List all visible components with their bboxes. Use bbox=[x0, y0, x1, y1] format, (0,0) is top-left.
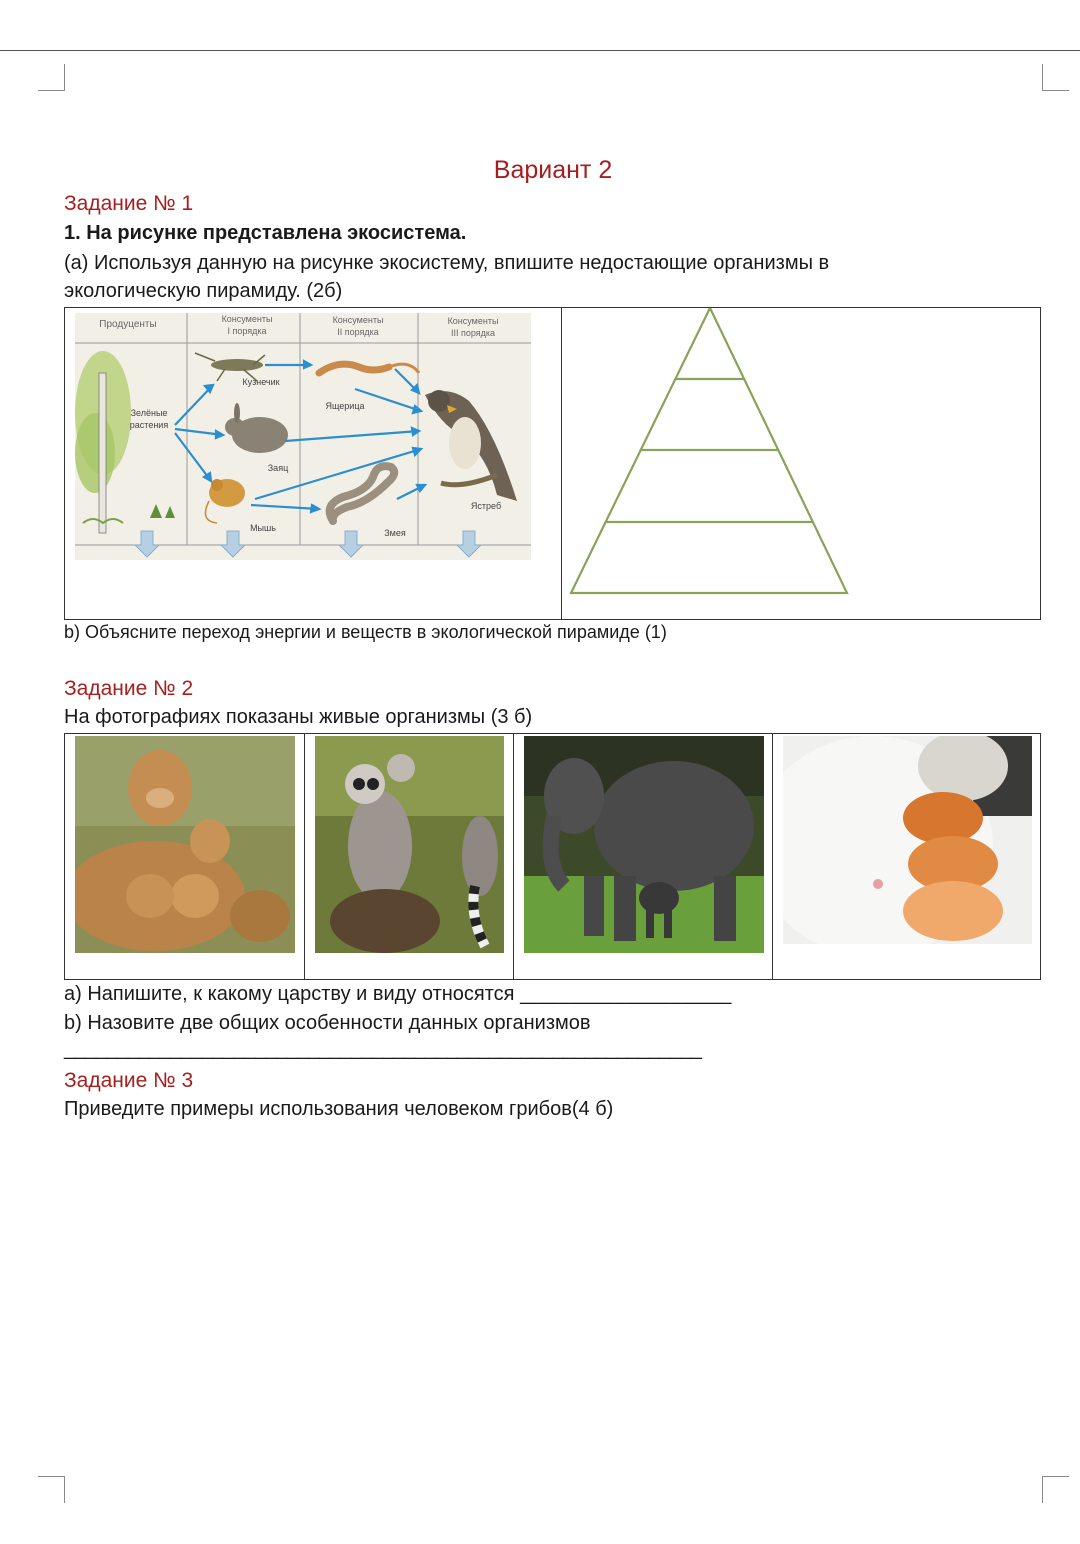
label-snake: Змея bbox=[384, 528, 406, 538]
corner-mark-bottom-left bbox=[38, 1476, 65, 1503]
cat-kittens-photo bbox=[783, 736, 1032, 944]
label-hawk: Ястреб bbox=[470, 501, 502, 511]
lions-photo bbox=[75, 736, 295, 953]
elephants-photo bbox=[524, 736, 764, 953]
table-divider bbox=[513, 734, 514, 979]
col-consumers2-line2: II порядка bbox=[337, 327, 379, 337]
corner-mark-top-left bbox=[38, 64, 65, 91]
label-mouse: Мышь bbox=[250, 523, 276, 533]
task1-table bbox=[64, 307, 1041, 620]
page-top-border bbox=[0, 50, 1080, 51]
table-divider bbox=[304, 734, 305, 979]
task1-statement: 1. На рисунке представлена экосистема. bbox=[64, 222, 467, 244]
task1-part-b: b) Объясните переход энергии и веществ в экологической пирамиде (1) bbox=[64, 622, 667, 642]
label-hare: Заяц bbox=[267, 463, 289, 473]
col-consumers2-line1: Консументы bbox=[332, 315, 384, 325]
corner-mark-top-right bbox=[1042, 64, 1069, 91]
task1-part-a-line1: (а) Используя данную на рисунке экосистему, впишите недостающие организмы в bbox=[64, 252, 830, 274]
answer-line[interactable]: ____________________________________________________________ bbox=[64, 1038, 702, 1060]
label-plants-line1: Зелёные bbox=[130, 408, 168, 418]
col-consumers3-line2: III порядка bbox=[450, 328, 496, 338]
label-grasshopper: Кузнечик bbox=[242, 377, 280, 387]
task1-heading: Задание № 1 bbox=[64, 192, 194, 215]
task3-heading: Задание № 3 bbox=[64, 1069, 194, 1092]
task2-question-a: а) Напишите, к какому царству и виду относятся ___________________ bbox=[64, 983, 732, 1005]
ecological-pyramid bbox=[565, 308, 865, 608]
task2-question-b: b) Назовите две общих особенности данных организмов bbox=[64, 1012, 591, 1034]
col-consumers3-line1: Консументы bbox=[447, 316, 499, 326]
col-producers-label: Продуценты bbox=[99, 319, 157, 330]
table-divider bbox=[561, 308, 562, 619]
lemurs-photo bbox=[315, 736, 504, 953]
ecosystem-diagram bbox=[75, 313, 531, 560]
label-plants-line2: растения bbox=[129, 420, 169, 430]
col-consumers1-line2: I порядка bbox=[227, 326, 267, 336]
variant-title: Вариант 2 bbox=[493, 156, 613, 184]
table-divider bbox=[772, 734, 773, 979]
task1-part-a-line2: экологическую пирамиду. (2б) bbox=[64, 280, 343, 302]
task2-photo-table bbox=[64, 733, 1041, 980]
task2-heading: Задание № 2 bbox=[64, 677, 194, 700]
label-lizard: Ящерица bbox=[325, 401, 365, 411]
col-consumers1-line1: Консументы bbox=[221, 314, 273, 324]
task3-statement: Приведите примеры использования человеком грибов(4 б) bbox=[64, 1098, 614, 1120]
corner-mark-bottom-right bbox=[1042, 1476, 1069, 1503]
task2-statement: На фотографиях показаны живые организмы (3 б) bbox=[64, 706, 533, 728]
